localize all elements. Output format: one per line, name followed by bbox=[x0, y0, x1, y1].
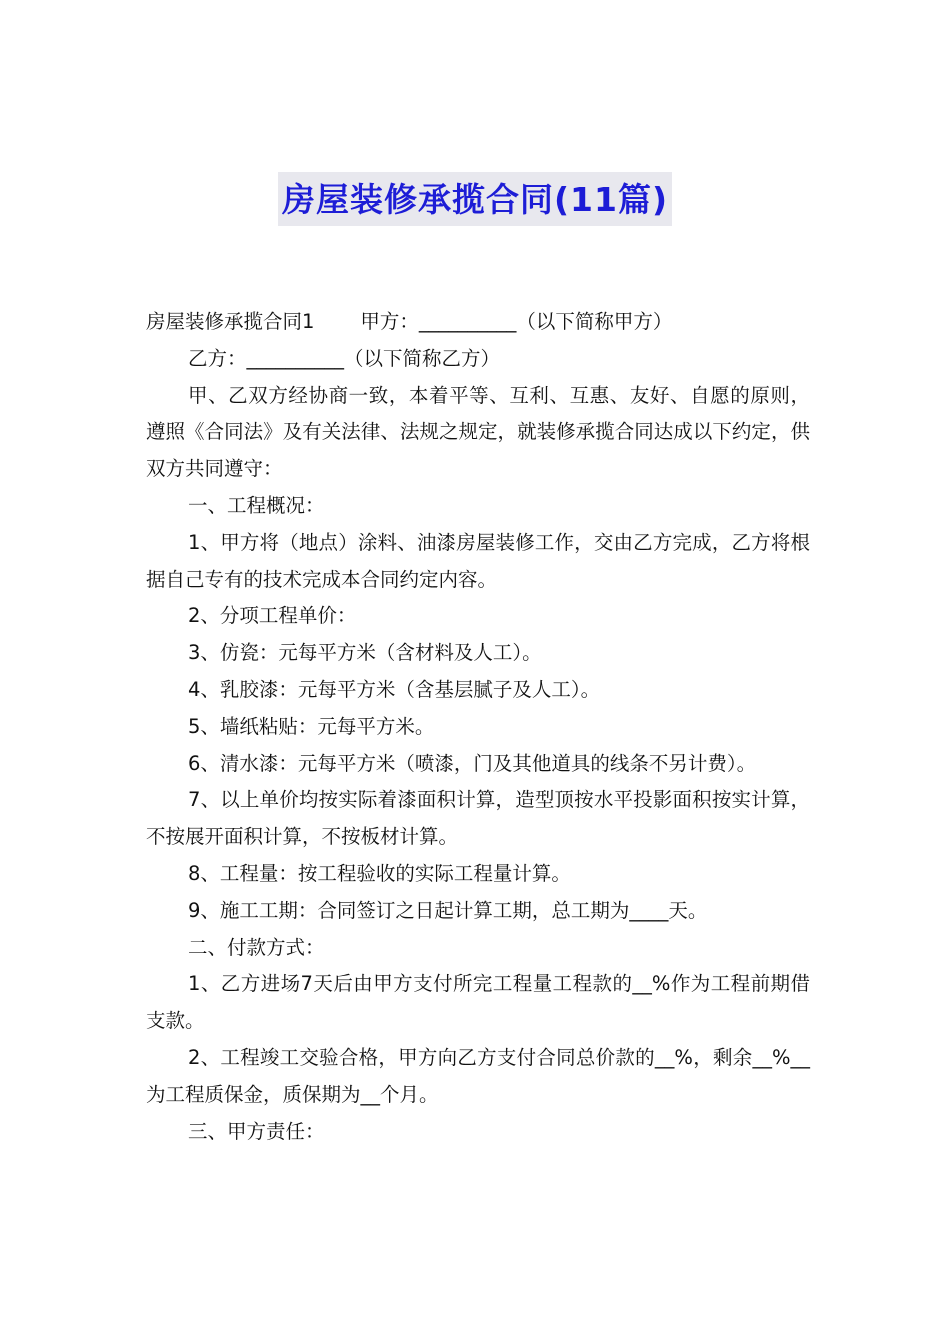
paragraph: 1、乙方进场7天后由甲方支付所完工程量工程款的__%作为工程前期借支款。 bbox=[146, 972, 810, 1033]
section-heading: 三、甲方责任： bbox=[188, 1119, 325, 1143]
section-heading: 一、工程概况： bbox=[188, 493, 325, 517]
paragraph: 7、以上单价均按实际着漆面积计算，造型顶按水平投影面积按实计算，不按展开面积计算，不按板材计算。 bbox=[146, 788, 810, 849]
party-a-line: 甲方：__________（以下简称甲方） bbox=[360, 310, 673, 333]
paragraph: 甲、乙双方经协商一致，本着平等、互利、互惠、友好、自愿的原则，遵照《合同法》及有关法律、法规之规定，就装修承揽合同达成以下约定，供双方共同遵守： bbox=[146, 383, 810, 481]
paragraph: 2、工程竣工交验合格，甲方向乙方支付合同总价款的__%，剩余__%__为工程质保金，质保期为__个月。 bbox=[146, 1045, 810, 1106]
document-body bbox=[146, 304, 810, 1150]
paragraph: 1、甲方将（地点）涂料、油漆房屋装修工作，交由乙方完成，乙方将根据自己专有的技术完成本合同约定内容。 bbox=[146, 530, 810, 591]
paragraph: 3、仿瓷：元每平方米（含材料及人工）。 bbox=[188, 641, 542, 665]
doc-label: 房屋装修承揽合同1 bbox=[146, 310, 315, 333]
paragraph: 8、工程量：按工程验收的实际工程量计算。 bbox=[188, 861, 571, 885]
section-heading: 二、付款方式： bbox=[188, 935, 325, 959]
paragraph: 乙方：__________（以下简称乙方） bbox=[188, 346, 501, 370]
paragraph: 2、分项工程单价： bbox=[188, 604, 357, 628]
paragraph: 4、乳胶漆：元每平方米（含基层腻子及人工）。 bbox=[188, 677, 601, 701]
paragraph: 9、施工工期：合同签订之日起计算工期，总工期为____天。 bbox=[188, 898, 708, 922]
document-title-wrap bbox=[0, 172, 950, 226]
paragraph: 5、墙纸粘贴：元每平方米。 bbox=[188, 714, 435, 738]
document-title: 房屋装修承揽合同(11篇) bbox=[278, 172, 672, 226]
header-line bbox=[146, 304, 810, 341]
paragraph: 6、清水漆：元每平方米（喷漆，门及其他道具的线条不另计费）。 bbox=[188, 751, 757, 775]
